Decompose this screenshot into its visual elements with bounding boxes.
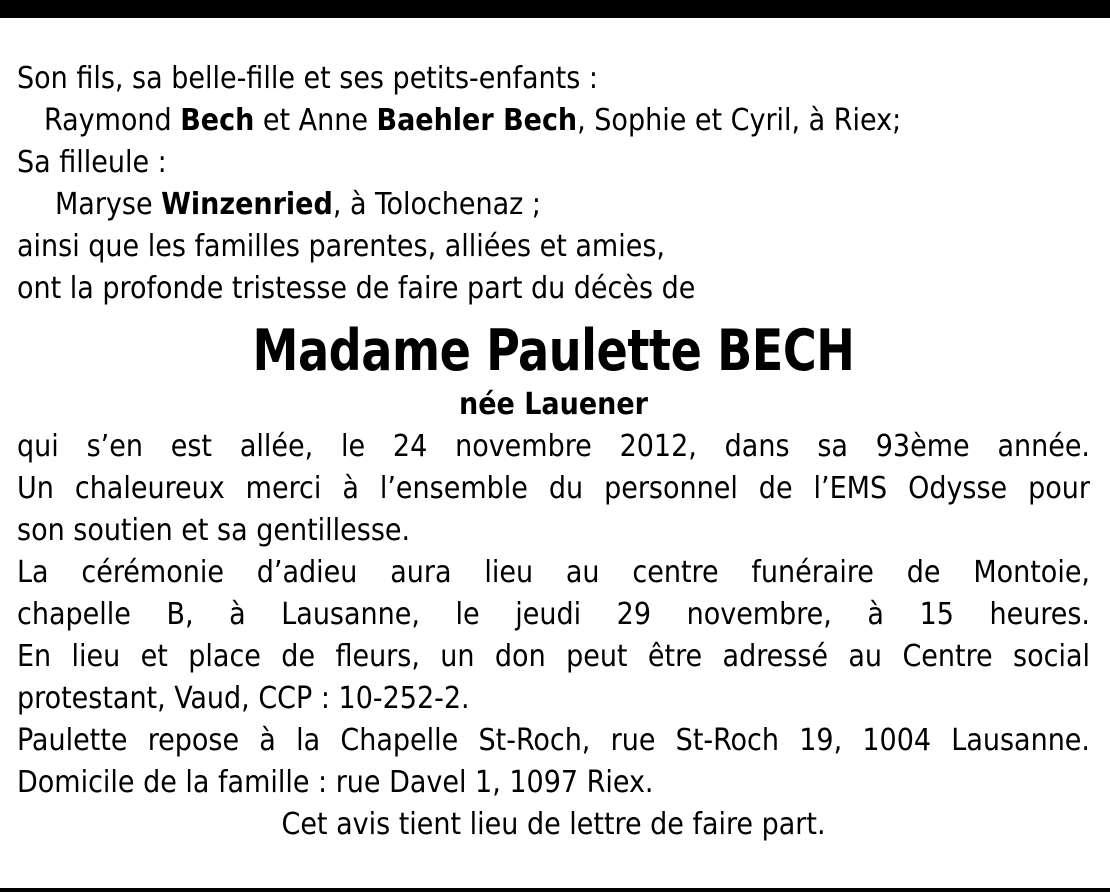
intro-line-1: Son fils, sa belle-fille et ses petits-enfants : (17, 61, 598, 96)
text-fragment: , Sophie et Cyril, à Riex; (577, 103, 902, 138)
body-line-3: son soutien et sa gentillesse. (17, 513, 411, 548)
body-line-2: Un chaleureux merci à l’ensemble du personnel de l’EMS Odysse pour (17, 471, 1090, 506)
text-fragment: et Anne (254, 103, 377, 138)
body-line-5: chapelle B, à Lausanne, le jeudi 29 novembre, à 15 heures. (17, 597, 1090, 632)
surname-baehler-bech: Baehler Bech (376, 103, 578, 138)
text-fragment: , à Tolochenaz ; (332, 187, 541, 222)
intro-line-6: ont la profonde tristesse de faire part du décès de (17, 271, 696, 306)
body-line-9: Domicile de la famille : rue Davel 1, 1097 Riex. (17, 765, 654, 800)
intro-line-4 (17, 184, 1090, 226)
body-line-8: Paulette repose à la Chapelle St-Roch, rue St-Roch 19, 1004 Lausanne. (17, 723, 1090, 758)
surname-bech: Bech (180, 103, 255, 138)
obituary-notice (17, 58, 1090, 846)
body-line-7: protestant, Vaud, CCP : 10-252-2. (17, 681, 470, 716)
intro-line-2 (17, 100, 1090, 142)
top-border-rule (0, 0, 1110, 18)
intro-line-5: ainsi que les familles parentes, alliées et amies, (17, 229, 665, 264)
closing-line: Cet avis tient lieu de lettre de faire part. (281, 807, 826, 842)
surname-winzenried: Winzenried (161, 187, 333, 222)
body-line-6: En lieu et place de fleurs, un don peut être adressé au Centre social (17, 639, 1090, 674)
maiden-name: née Lauener (458, 387, 648, 422)
text-fragment: Raymond (44, 103, 181, 138)
intro-line-3: Sa filleule : (17, 145, 167, 180)
body-line-4: La cérémonie d’adieu aura lieu au centre funéraire de Montoie, (17, 555, 1090, 590)
deceased-name-heading: Madame Paulette BECH (252, 318, 855, 384)
body-line-1: qui s’en est allée, le 24 novembre 2012, dans sa 93ème année. (17, 429, 1090, 464)
bottom-border-rule (0, 888, 1110, 892)
text-fragment: Maryse (55, 187, 162, 222)
